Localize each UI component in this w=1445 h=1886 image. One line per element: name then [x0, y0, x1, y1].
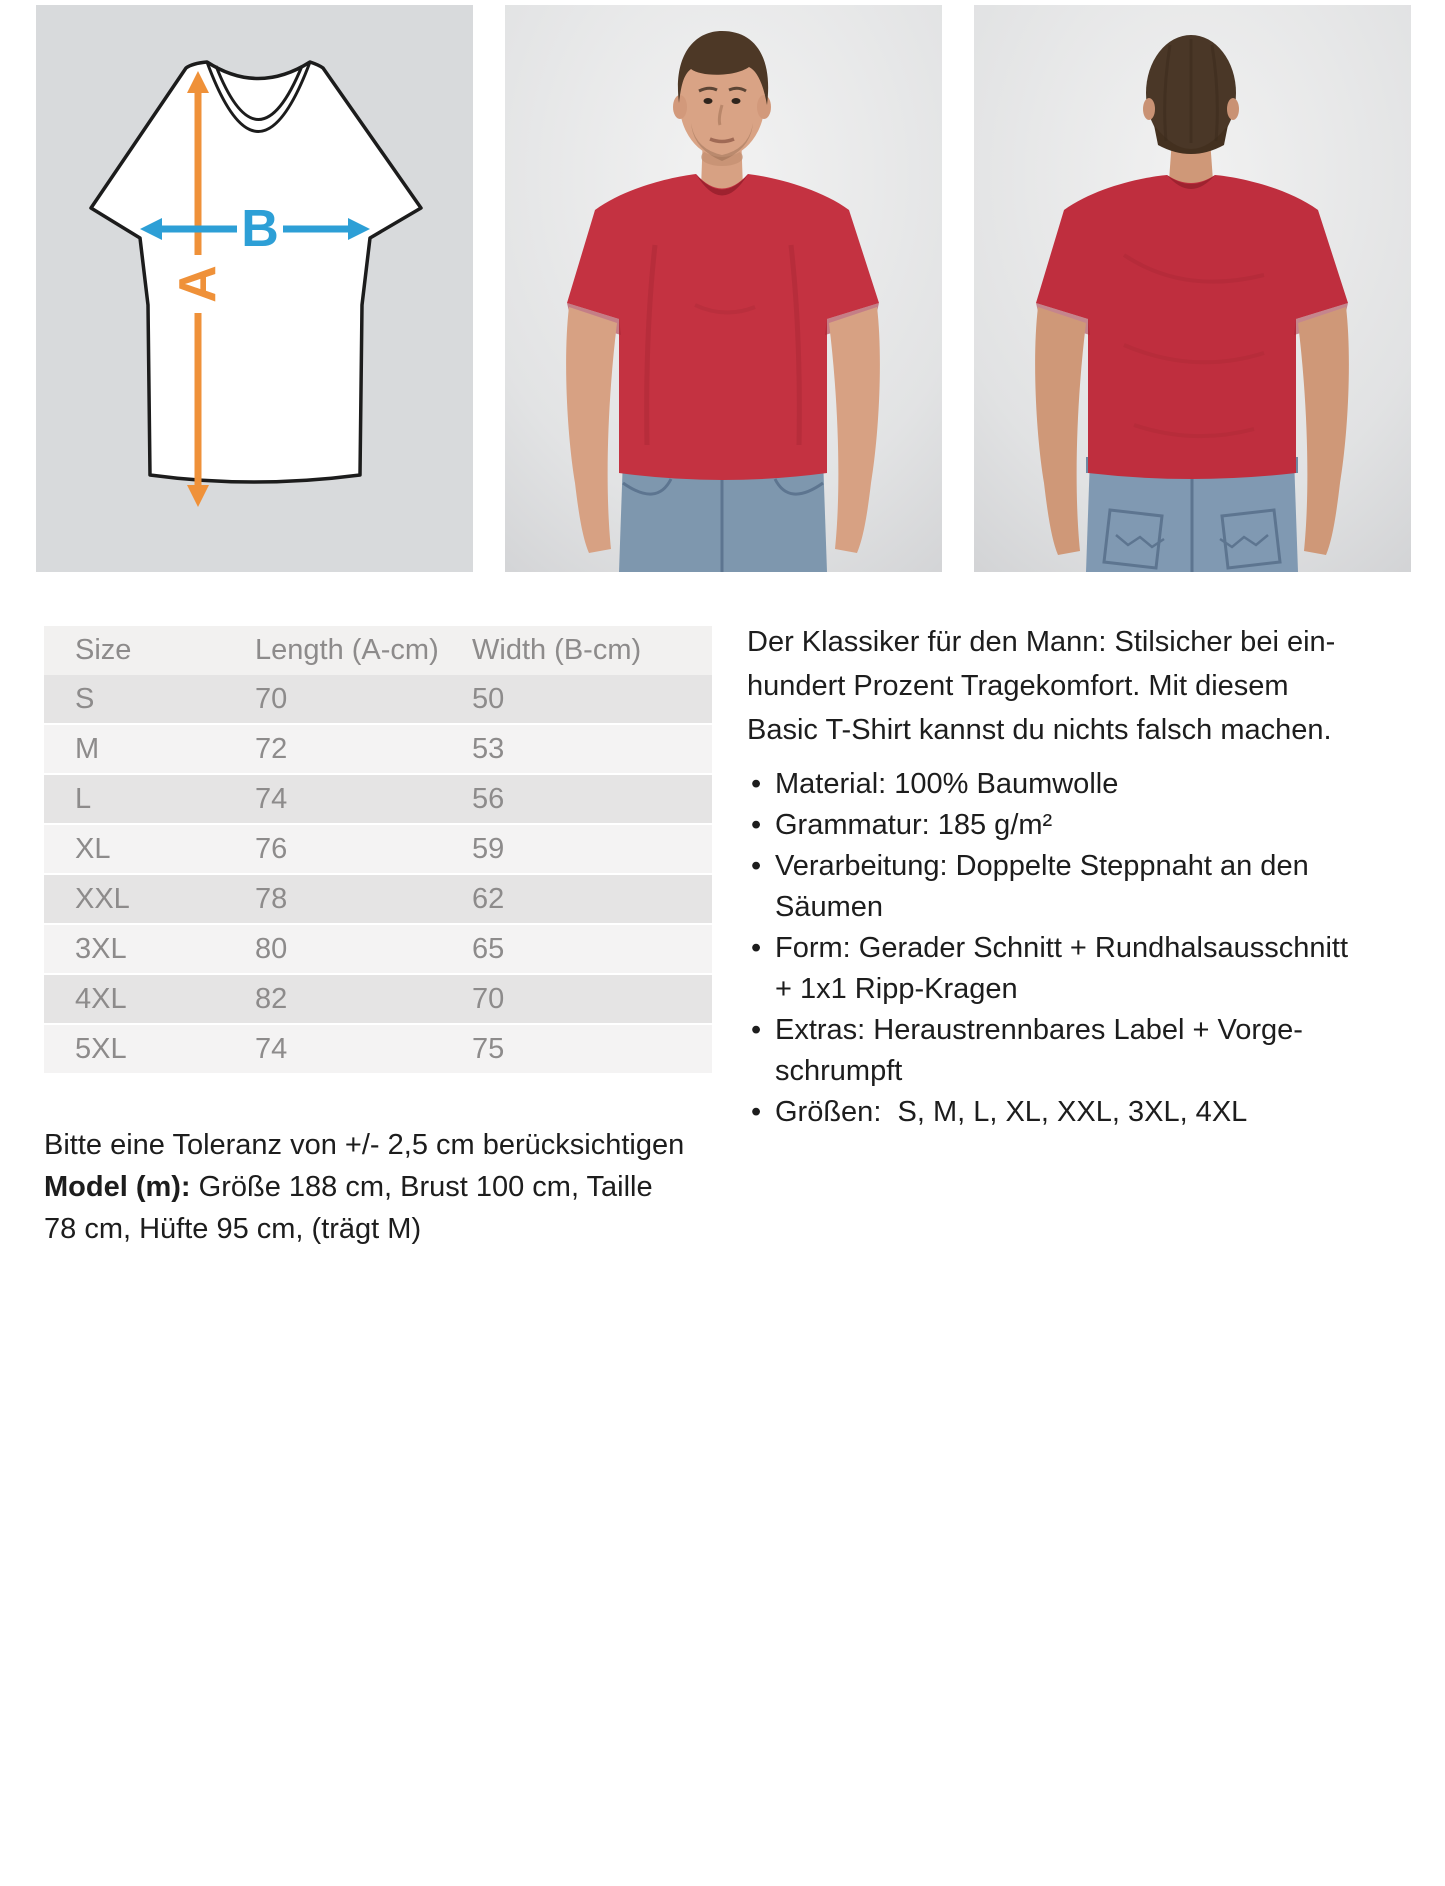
- model-info-line1: Model (m): Größe 188 cm, Brust 100 cm, Taille: [44, 1171, 653, 1203]
- table-row: S 70 50: [44, 675, 712, 724]
- description-line: Basic T-Shirt kannst du nichts falsch machen.: [747, 714, 1332, 746]
- col-header-length: Length (A-cm): [255, 626, 472, 675]
- list-item-groessen: • Größen: S, M, L, XL, XXL, 3XL, 4XL: [747, 1092, 1445, 1133]
- list-item-material: • Material: 100% Baumwolle: [747, 764, 1445, 805]
- list-item-verarbeitung: • Verarbeitung: Doppelte Steppnaht an den Säumen: [747, 846, 1445, 928]
- tolerance-note: [44, 1124, 684, 1250]
- measure-label-a: A: [169, 265, 227, 303]
- model-front-graphic: [505, 5, 942, 572]
- table-row: L 74 56: [44, 774, 712, 824]
- table-row: XXL 78 62: [44, 874, 712, 924]
- table-row: XL 76 59: [44, 824, 712, 874]
- size-table: [44, 626, 712, 1075]
- tshirt-measurement-diagram-graphic: [36, 5, 473, 572]
- feature-list: [747, 764, 1445, 1133]
- description-line: Der Klassiker für den Mann: Stilsicher bei ein-: [747, 626, 1336, 658]
- tolerance-line: Bitte eine Toleranz von +/- 2,5 cm berücksichtigen: [44, 1129, 685, 1161]
- col-header-width: Width (B-cm): [472, 626, 712, 675]
- table-row: 3XL 80 65: [44, 924, 712, 974]
- model-info-line2: 78 cm, Hüfte 95 cm, (trägt M): [44, 1213, 422, 1245]
- col-header-size: Size: [44, 626, 255, 675]
- model-back-photo: [974, 5, 1411, 572]
- table-row: 4XL 82 70: [44, 974, 712, 1024]
- size-table-header: [44, 626, 712, 675]
- list-item-grammatur: • Grammatur: 185 g/m²: [747, 805, 1445, 846]
- table-row: M 72 53: [44, 724, 712, 774]
- table-row: 5XL 74 75: [44, 1024, 712, 1074]
- description-line: hundert Prozent Tragekomfort. Mit diesem: [747, 670, 1289, 702]
- measure-label-b: B: [241, 200, 279, 258]
- model-front-photo: [505, 5, 942, 572]
- model-label: Model (m):: [44, 1171, 191, 1203]
- size-diagram-image: [36, 5, 473, 572]
- list-item-form: • Form: Gerader Schnitt + Rundhalsausschnitt + 1x1 Ripp-Kragen: [747, 928, 1445, 1010]
- product-description: [747, 620, 1445, 752]
- model-back-graphic: [974, 5, 1411, 572]
- list-item-extras: • Extras: Heraustrennbares Label + Vorge- schrumpft: [747, 1010, 1445, 1092]
